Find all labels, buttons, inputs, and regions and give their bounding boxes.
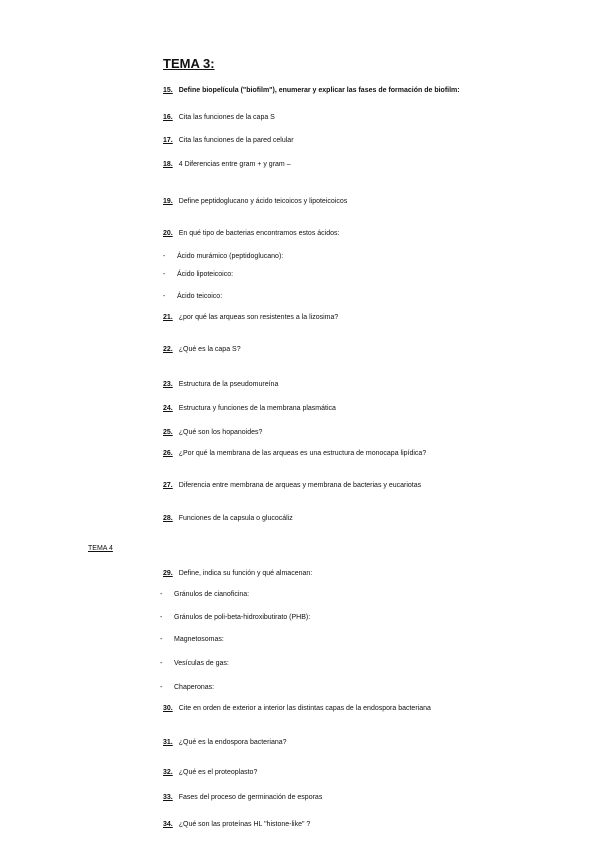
- question-number: 17.: [163, 137, 173, 144]
- bullet-text: Gránulos de poli-beta-hidroxibutirato (PHB):: [174, 614, 311, 621]
- question-34: [163, 820, 310, 829]
- bullet-item: - Ácido murámico (peptidoglucano):: [163, 253, 284, 260]
- question-number: 21.: [163, 314, 173, 321]
- question-text: En qué tipo de bacterias encontramos estos ácidos:: [178, 230, 340, 237]
- question-25: [163, 428, 262, 437]
- question-number: 19.: [163, 198, 173, 205]
- question-16: [163, 113, 275, 122]
- question-text: Estructura y funciones de la membrana plasmática: [178, 405, 336, 412]
- section-heading-tema4: TEMA 4: [88, 545, 113, 552]
- question-number: 24.: [163, 405, 173, 412]
- bullet-text: Gránulos de cianoficina:: [174, 591, 250, 598]
- bullet-text: Ácido teicoico:: [177, 293, 223, 300]
- question-text: ¿Qué es el proteoplasto?: [178, 769, 258, 776]
- bullet-text: Magnetosomas:: [174, 636, 224, 643]
- question-text: Funciones de la capsula o glucocáliz: [178, 515, 293, 522]
- question-text: ¿Por qué la membrana de las arqueas es una estructura de monocapa lipídica?: [178, 450, 427, 457]
- question-31: [163, 738, 287, 747]
- question-text: Fases del proceso de germinación de esporas: [178, 794, 323, 801]
- question-text: Define peptidoglucano y ácido teicoicos y lipoteicoicos: [178, 198, 348, 205]
- question-24: [163, 404, 336, 413]
- question-number: 30.: [163, 705, 173, 712]
- question-text: ¿Qué son los hopanoides?: [178, 429, 263, 436]
- bullet-text: Vesículas de gas:: [174, 660, 229, 667]
- question-number: 32.: [163, 769, 173, 776]
- question-27: [163, 481, 421, 490]
- question-15: [163, 86, 460, 95]
- question-26: [163, 449, 426, 458]
- question-number: 31.: [163, 739, 173, 746]
- question-17: [163, 136, 294, 145]
- question-number: 33.: [163, 794, 173, 801]
- question-text: Define biopelícula ("biofilm"), enumerar y explicar las fases de formación de biofilm:: [178, 87, 460, 94]
- bullet-item: - Chaperonas:: [160, 684, 215, 691]
- bullet-item: - Vesículas de gas:: [160, 660, 229, 667]
- question-number: 26.: [163, 450, 173, 457]
- bullet-text: Chaperonas:: [174, 684, 215, 691]
- question-text: 4 Diferencias entre gram + y gram –: [178, 161, 291, 168]
- bullet-item: - Magnetosomas:: [160, 636, 224, 643]
- bullet-text: Ácido lipoteicoico:: [177, 271, 234, 278]
- question-22: [163, 345, 241, 354]
- question-text: ¿Qué es la endospora bacteriana?: [178, 739, 287, 746]
- question-number: 34.: [163, 821, 173, 828]
- bullet-item: - Gránulos de cianoficina:: [160, 591, 250, 598]
- question-text: Estructura de la pseudomureína: [178, 381, 279, 388]
- question-number: 23.: [163, 381, 173, 388]
- bullet-item: - Ácido teicoico:: [163, 293, 223, 300]
- question-number: 18.: [163, 161, 173, 168]
- question-32: [163, 768, 257, 777]
- question-30: [163, 704, 431, 713]
- question-number: 22.: [163, 346, 173, 353]
- question-number: 27.: [163, 482, 173, 489]
- question-number: 25.: [163, 429, 173, 436]
- question-28: [163, 514, 293, 523]
- question-text: Cita las funciones de la pared celular: [178, 137, 294, 144]
- question-19: [163, 197, 347, 206]
- question-text: Define, indica su función y qué almacenan:: [178, 570, 313, 577]
- question-number: 16.: [163, 114, 173, 121]
- question-text: Cita las funciones de la capa S: [178, 114, 275, 121]
- question-18: [163, 160, 291, 169]
- question-number: 28.: [163, 515, 173, 522]
- question-text: Diferencia entre membrana de arqueas y membrana de bacterias y eucariotas: [178, 482, 422, 489]
- question-number: 20.: [163, 230, 173, 237]
- question-23: [163, 380, 278, 389]
- question-33: [163, 793, 322, 802]
- question-29: [163, 569, 312, 578]
- question-number: 29.: [163, 570, 173, 577]
- page-title: TEMA 3:: [163, 56, 215, 71]
- bullet-text: Ácido murámico (peptidoglucano):: [177, 253, 284, 260]
- question-text: ¿por qué las arqueas son resistentes a la lizosima?: [178, 314, 339, 321]
- question-21: [163, 313, 338, 322]
- bullet-item: - Ácido lipoteicoico:: [163, 271, 234, 278]
- question-text: ¿Qué es la capa S?: [178, 346, 241, 353]
- bullet-item: - Gránulos de poli-beta-hidroxibutirato (PHB):: [160, 614, 311, 621]
- question-text: ¿Qué son las proteínas HL "histone-like" ?: [178, 821, 311, 828]
- question-text: Cite en orden de exterior a interior las distintas capas de la endospora bacteriana: [178, 705, 431, 712]
- question-20: [163, 229, 339, 238]
- question-number: 15.: [163, 87, 173, 94]
